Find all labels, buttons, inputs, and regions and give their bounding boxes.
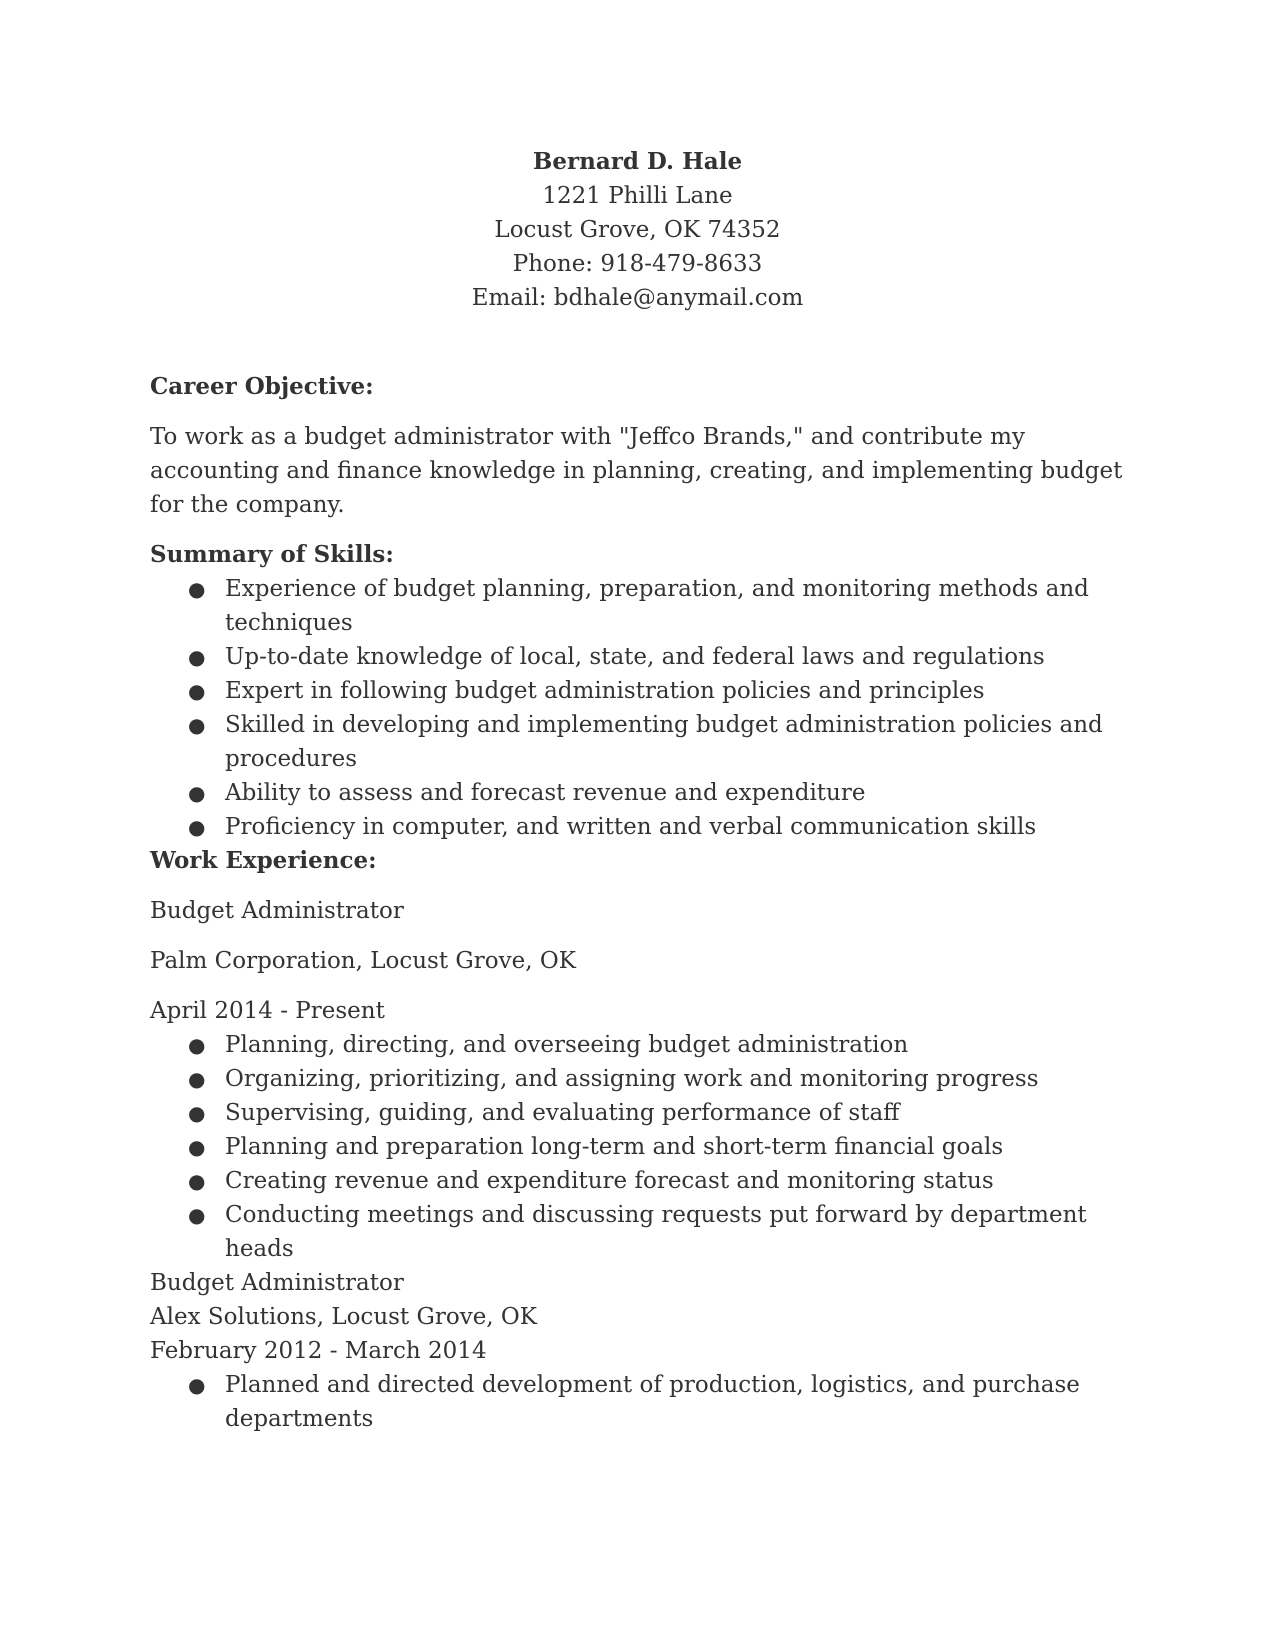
job-duties-list <box>150 1028 1130 1266</box>
skill-text: Ability to assess and forecast revenue and expenditure <box>225 780 866 806</box>
phone-line: Phone: 918-479-8633 <box>512 251 763 277</box>
duty-item <box>150 1198 1130 1266</box>
skills-heading: Summary of Skills: <box>150 541 394 568</box>
resume-body <box>150 370 1130 1436</box>
skill-text: Proficiency in computer, and written and verbal communication skills <box>225 814 1037 840</box>
career-objective-text: To work as a budget administrator with "Jeffco Brands," and contribute my accounting and finance knowledge in planning, creating, and implementing budget for the company. <box>150 424 1123 518</box>
duty-item <box>150 1062 1130 1096</box>
duty-text: Planning and preparation long-term and short-term financial goals <box>225 1134 1004 1160</box>
career-objective-heading: Career Objective: <box>150 373 374 400</box>
bullet-icon: ● <box>188 1067 206 1091</box>
duty-item <box>150 1130 1130 1164</box>
job-duties-list <box>150 1368 1130 1436</box>
bullet-icon: ● <box>188 645 206 669</box>
bullet-icon: ● <box>188 679 206 703</box>
duty-text: Creating revenue and expenditure forecast and monitoring status <box>225 1168 994 1194</box>
job-entry <box>150 1266 1130 1436</box>
skill-text: Expert in following budget administration policies and principles <box>225 678 985 704</box>
duty-text: Organizing, prioritizing, and assigning work and monitoring progress <box>225 1066 1039 1092</box>
skill-item <box>150 572 1130 640</box>
bullet-icon: ● <box>188 1203 206 1227</box>
skill-item <box>150 708 1130 776</box>
bullet-icon: ● <box>188 1101 206 1125</box>
bullet-icon: ● <box>188 1033 206 1057</box>
bullet-icon: ● <box>188 815 206 839</box>
applicant-name: Bernard D. Hale <box>532 148 743 175</box>
skill-text: Skilled in developing and implementing budget administration policies and procedures <box>225 712 1103 772</box>
contact-header <box>0 145 1275 315</box>
job-company: Palm Corporation, Locust Grove, OK <box>150 948 576 974</box>
job-dates: April 2014 - Present <box>150 998 385 1024</box>
duty-item <box>150 1028 1130 1062</box>
duty-item <box>150 1368 1130 1436</box>
bullet-icon: ● <box>188 1135 206 1159</box>
duty-text: Conducting meetings and discussing requests put forward by department heads <box>225 1202 1087 1262</box>
job-entry <box>150 894 1130 1266</box>
email-line: Email: bdhale@anymail.com <box>471 285 804 311</box>
work-experience-heading: Work Experience: <box>150 847 377 874</box>
job-position: Budget Administrator <box>150 898 404 924</box>
job-company: Alex Solutions, Locust Grove, OK <box>150 1304 537 1330</box>
duty-text: Planning, directing, and overseeing budget administration <box>225 1032 909 1058</box>
duty-item <box>150 1164 1130 1198</box>
bullet-icon: ● <box>188 713 206 737</box>
duty-text: Planned and directed development of production, logistics, and purchase departments <box>225 1372 1080 1432</box>
skill-item <box>150 640 1130 674</box>
skill-item <box>150 776 1130 810</box>
address-line-2: Locust Grove, OK 74352 <box>494 217 781 243</box>
skills-list <box>150 572 1130 844</box>
bullet-icon: ● <box>188 1373 206 1397</box>
duty-text: Supervising, guiding, and evaluating performance of staff <box>225 1100 900 1126</box>
job-dates: February 2012 - March 2014 <box>150 1338 487 1364</box>
skill-text: Experience of budget planning, preparation, and monitoring methods and techniques <box>225 576 1089 636</box>
skill-item <box>150 810 1130 844</box>
job-position: Budget Administrator <box>150 1270 404 1296</box>
skill-text: Up-to-date knowledge of local, state, and federal laws and regulations <box>225 644 1045 670</box>
bullet-icon: ● <box>188 577 206 601</box>
bullet-icon: ● <box>188 781 206 805</box>
bullet-icon: ● <box>188 1169 206 1193</box>
address-line-1: 1221 Philli Lane <box>542 183 733 209</box>
skill-item <box>150 674 1130 708</box>
duty-item <box>150 1096 1130 1130</box>
